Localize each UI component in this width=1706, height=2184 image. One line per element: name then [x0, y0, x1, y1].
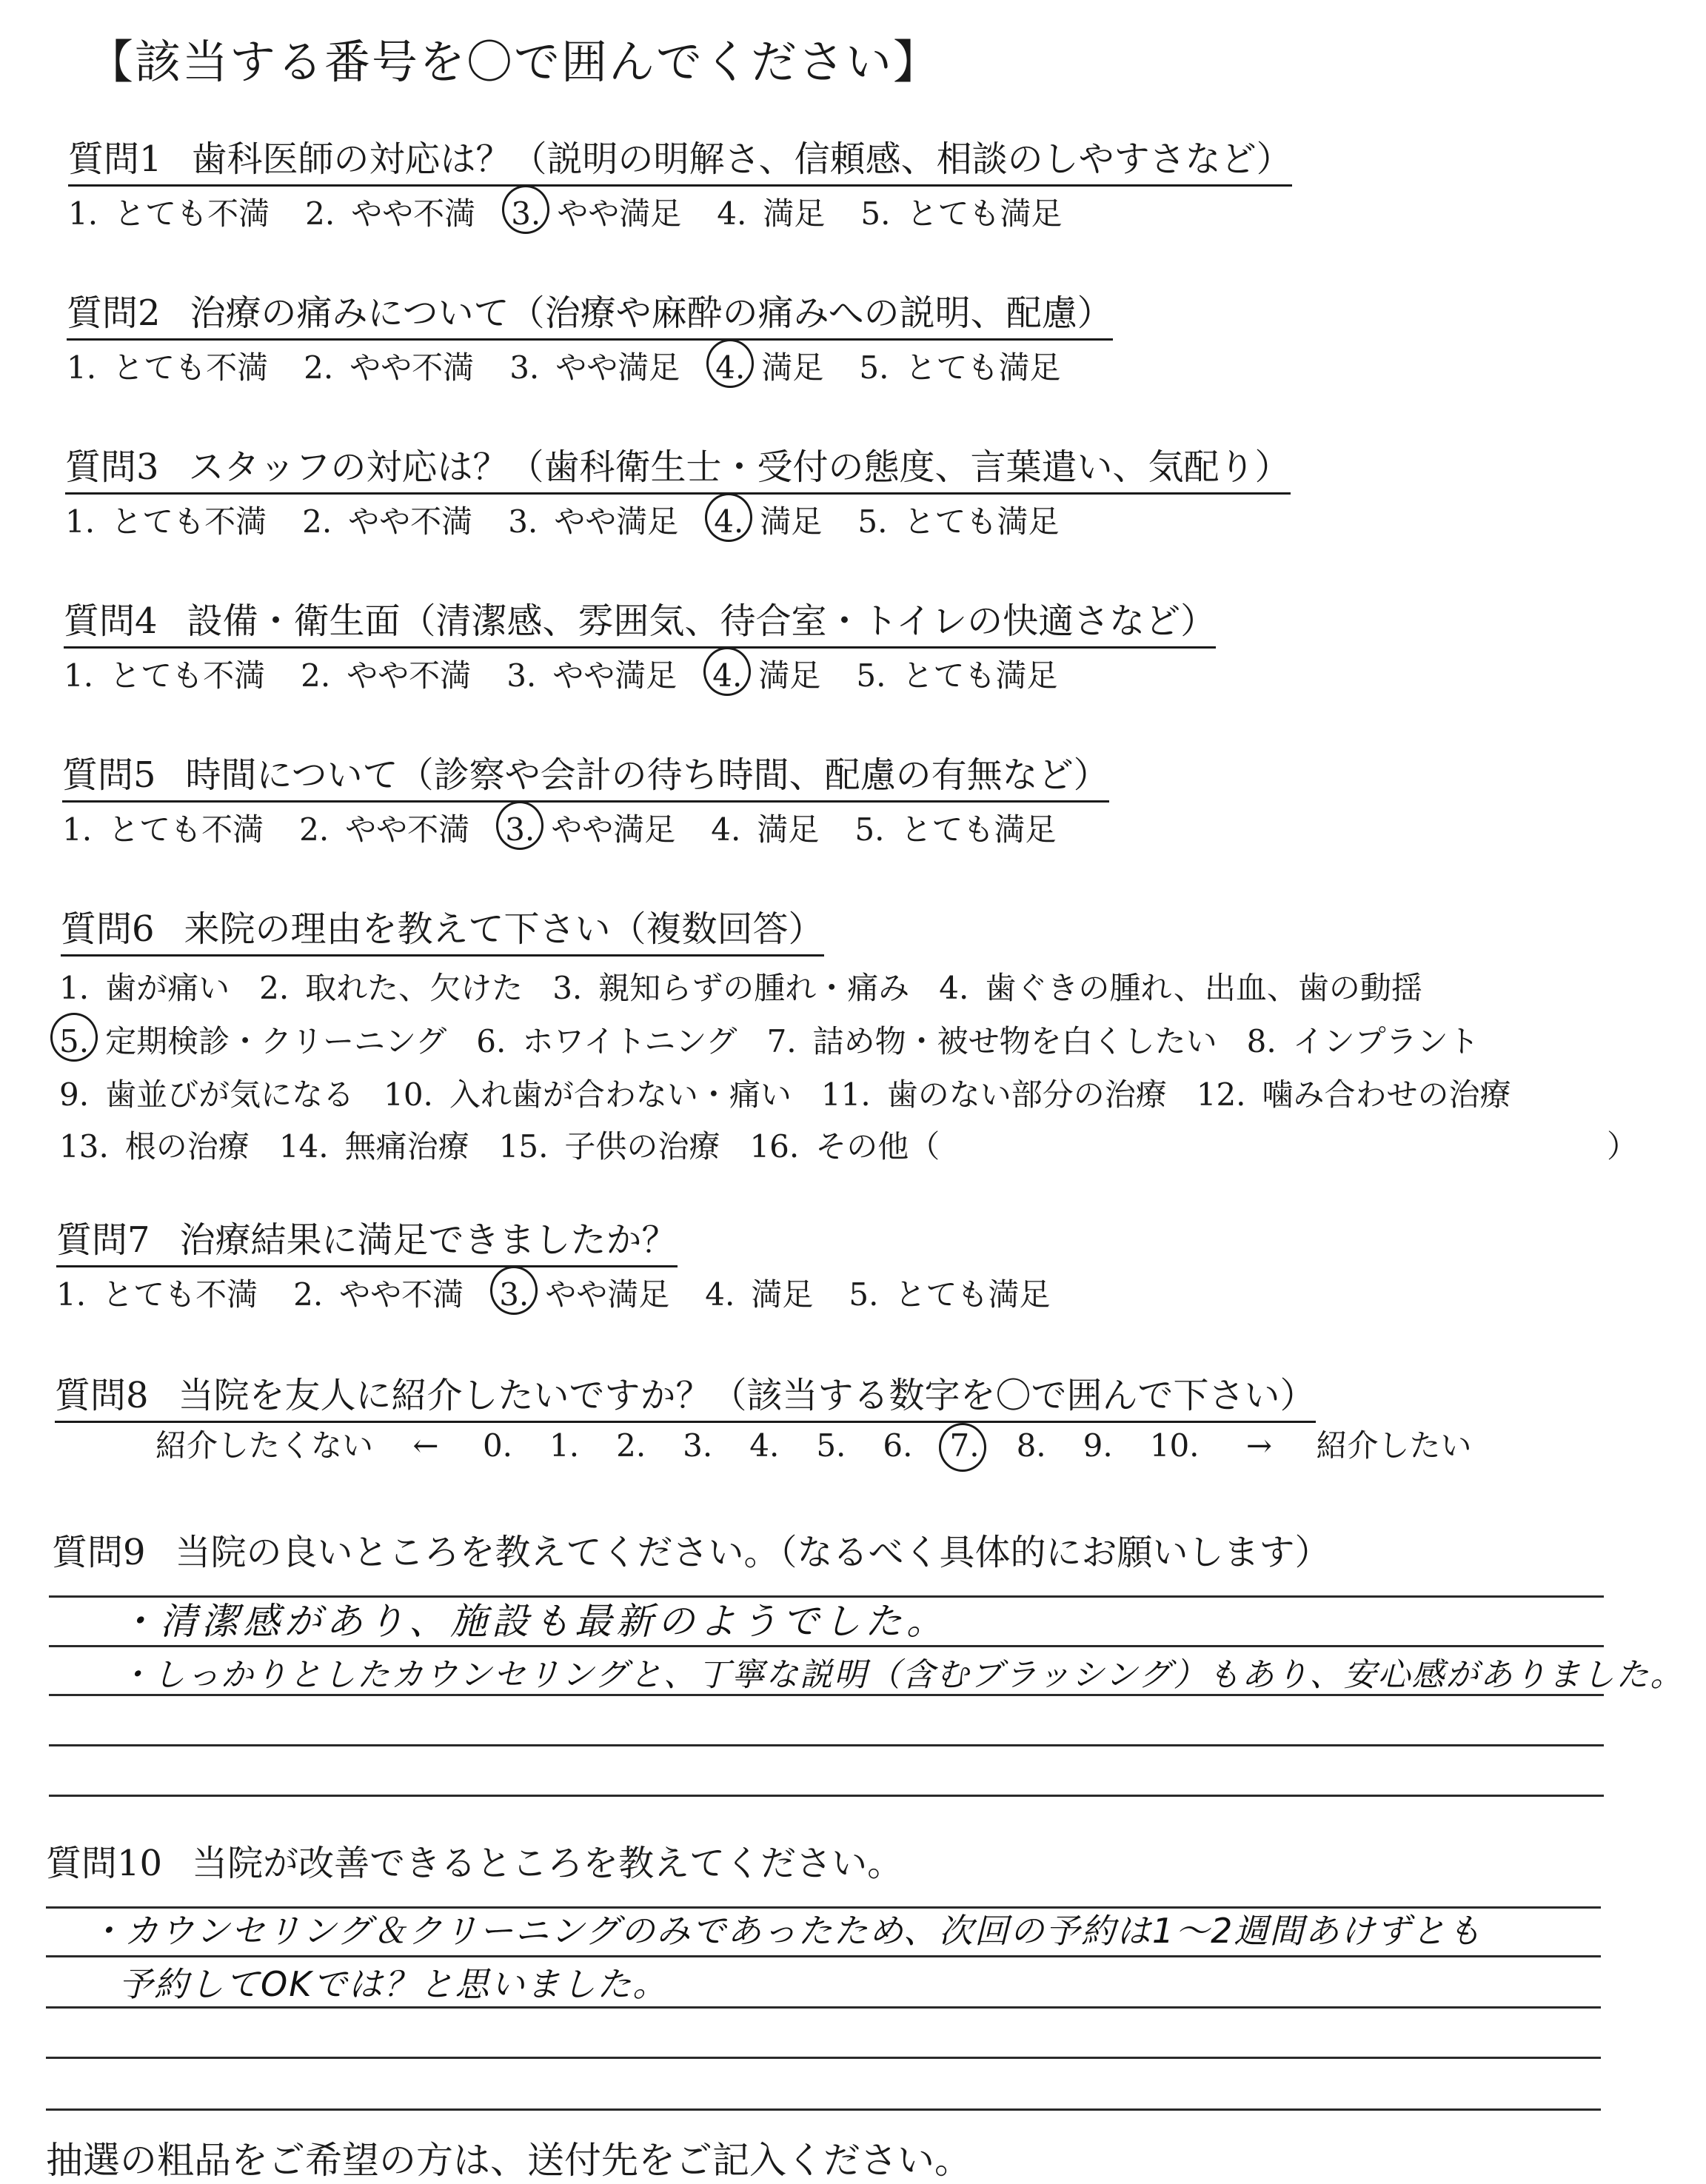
q6-option-16-label: その他（ — [815, 1128, 940, 1165]
q2-options — [67, 344, 1096, 388]
q3-option-1-label: とても不満 — [111, 503, 267, 540]
q8-score-0[interactable] — [483, 1427, 512, 1464]
q8-left-label: 紹介したくない — [155, 1427, 374, 1464]
q10-handwritten-1: ・カウンセリング＆クリーニングのみであったため、次回の予約は1〜2週間あけずとも — [89, 1911, 1483, 1951]
q6-number: 質問6 — [61, 908, 155, 950]
q6-option-10-label: 入れ歯が合わない・痛い — [449, 1076, 792, 1113]
q6-option-8[interactable] — [1247, 1017, 1479, 1062]
q3-option-2-label: やや不満 — [348, 503, 473, 540]
q7-text: 治療結果に満足できましたか？ — [179, 1219, 678, 1261]
q6-option-4-number: 4. — [939, 970, 969, 1006]
q1-title — [68, 130, 1292, 187]
q9-handwritten-1: ・清潔感があり、施設も最新のようでした。 — [118, 1600, 948, 1643]
selected-circle-mark — [496, 801, 543, 850]
q4-title — [64, 592, 1216, 649]
q8-score-label: 10. — [1149, 1427, 1200, 1464]
q4-option-1[interactable] — [64, 651, 265, 696]
q3-option-2-number: 2. — [302, 503, 332, 540]
q6-row-1 — [59, 964, 1452, 1008]
selected-circle-mark — [703, 647, 751, 696]
q2-option-2-number: 2. — [304, 349, 334, 386]
q6-option-7-label: 詰め物・被せ物を白くしたい — [812, 1023, 1217, 1059]
q2-text: 治療の痛みについて（治療や麻酔の痛みへの説明、配慮） — [190, 292, 1113, 334]
q3-option-3[interactable] — [508, 498, 678, 542]
q6-option-2[interactable] — [259, 964, 523, 1008]
q5-option-4-label: 満足 — [757, 811, 820, 848]
q3-option-4-number: 4. — [714, 503, 744, 540]
q6-option-12-number: 12. — [1196, 1076, 1246, 1113]
q7-number: 質問7 — [56, 1219, 150, 1261]
q8-score-label: 8. — [1016, 1427, 1046, 1464]
q7-option-3[interactable] — [499, 1270, 669, 1315]
q4-option-4[interactable] — [712, 651, 820, 696]
q4-option-3-label: やや満足 — [552, 657, 678, 694]
q4-option-4-number: 4. — [712, 657, 743, 694]
q6-option-1-number: 1. — [59, 970, 90, 1006]
selected-circle-mark — [50, 1013, 98, 1062]
q8-score-5[interactable] — [816, 1427, 846, 1464]
q5-options — [62, 805, 1091, 850]
q2-option-1[interactable] — [67, 344, 268, 388]
q7-option-1-label: とても不満 — [102, 1276, 258, 1313]
q6-row-4 — [59, 1122, 969, 1167]
q6-option-10[interactable] — [384, 1071, 792, 1115]
q7-option-5-number: 5. — [849, 1276, 879, 1313]
q2-number: 質問2 — [67, 292, 161, 334]
q6-option-7[interactable] — [767, 1017, 1217, 1062]
q4-option-5-label: とても満足 — [902, 657, 1058, 694]
q1-option-4-number: 4. — [717, 195, 747, 232]
right-arrow-icon: → — [1245, 1427, 1273, 1464]
q3-option-5[interactable] — [857, 498, 1059, 542]
q6-option-16-number: 16. — [749, 1128, 800, 1165]
q7-option-3-label: やや満足 — [545, 1276, 670, 1313]
q6-option-11-number: 11. — [820, 1076, 871, 1113]
q6-option-15[interactable] — [499, 1122, 720, 1167]
q8-score-label: 9. — [1083, 1427, 1113, 1464]
q6-option-15-label: 子供の治療 — [564, 1128, 720, 1165]
q6-option-7-number: 7. — [766, 1023, 797, 1059]
q2-option-1-label: とても不満 — [113, 349, 269, 386]
q8-scale — [155, 1421, 1471, 1466]
q3-number: 質問3 — [65, 446, 159, 488]
q5-option-5-number: 5. — [854, 811, 885, 848]
q6-option-5[interactable] — [59, 1017, 446, 1062]
q1-text: 歯科医師の対応は？（説明の明解さ、信頼感、相談のしやすさなど） — [191, 138, 1292, 180]
q6-option-12[interactable] — [1197, 1071, 1511, 1115]
q8-score-label: 1. — [549, 1427, 580, 1464]
q5-option-1-label: とても不満 — [108, 811, 264, 848]
q9-number: 質問9 — [52, 1532, 146, 1573]
q1-option-3[interactable] — [511, 190, 681, 234]
q1-option-5[interactable] — [860, 190, 1062, 234]
q2-option-3-number: 3. — [509, 349, 540, 386]
q3-option-5-number: 5. — [857, 503, 888, 540]
q6-option-14[interactable] — [279, 1122, 469, 1167]
q8-title — [55, 1367, 1316, 1423]
q1-option-1-label: とても不満 — [114, 195, 270, 232]
q2-option-3[interactable] — [509, 344, 680, 388]
q3-option-5-label: とても満足 — [903, 503, 1060, 540]
q7-option-3-number: 3. — [499, 1276, 529, 1313]
q8-score-label: 6. — [883, 1427, 913, 1464]
q10-number: 質問10 — [46, 1843, 163, 1884]
q6-option-9-number: 9. — [59, 1076, 90, 1113]
q7-option-2[interactable] — [293, 1270, 464, 1315]
q6-option-12-label: 噛み合わせの治療 — [1262, 1076, 1511, 1113]
q3-option-2[interactable] — [302, 498, 472, 542]
q7-option-4-label: 満足 — [751, 1276, 814, 1313]
q1-option-3-label: やや満足 — [557, 195, 682, 232]
q8-score-6[interactable] — [883, 1427, 912, 1464]
q8-score-7[interactable] — [949, 1427, 979, 1464]
q6-option-6-label: ホワイトニング — [522, 1023, 737, 1059]
q6-option-4[interactable] — [939, 964, 1422, 1008]
q7-option-2-label: やや不満 — [339, 1276, 464, 1313]
q6-row-2 — [59, 1017, 1509, 1062]
q6-text: 来院の理由を教えて下さい（複数回答） — [184, 908, 824, 950]
q7-option-1-number: 1. — [56, 1276, 87, 1313]
q9-answer-line-2 — [49, 1645, 1604, 1647]
q3-option-1[interactable] — [65, 498, 267, 542]
q8-score-8[interactable] — [1017, 1427, 1046, 1464]
q6-option-8-label: インプラント — [1292, 1023, 1479, 1059]
q8-score-label: 4. — [749, 1427, 780, 1464]
q4-option-2-label: やや不満 — [347, 657, 472, 694]
left-arrow-icon: ← — [412, 1427, 439, 1464]
q6-option-15-number: 15. — [498, 1128, 549, 1165]
q2-title — [67, 284, 1113, 341]
q9-handwritten-2: ・しっかりとしたカウンセリングと、丁寧な説明（含むブラッシング）もあり、安心感がありました。 — [118, 1656, 1685, 1694]
q5-option-2-label: やや不満 — [345, 811, 470, 848]
q7-option-2-number: 2. — [293, 1276, 324, 1313]
q6-option-3-label: 親知らずの腫れ・痛み — [598, 970, 910, 1006]
q7-option-4[interactable] — [705, 1270, 813, 1315]
q2-option-2-label: やや不満 — [349, 349, 475, 386]
q1-option-4-label: 満足 — [763, 195, 826, 232]
q8-score-9[interactable] — [1083, 1427, 1113, 1464]
q3-option-3-label: やや満足 — [554, 503, 679, 540]
q7-option-1[interactable] — [56, 1270, 258, 1315]
q8-score-label: 0. — [482, 1427, 513, 1464]
q10-answer-line-4 — [46, 2057, 1601, 2059]
q5-option-1[interactable] — [62, 805, 264, 850]
q6-option-9[interactable] — [59, 1071, 354, 1115]
q4-text: 設備・衛生面（清潔感、雰囲気、待合室・トイレの快適さなど） — [187, 600, 1217, 642]
q8-score-label: 2. — [616, 1427, 646, 1464]
q1-option-5-label: とても満足 — [906, 195, 1063, 232]
q10-answer-line-5 — [46, 2108, 1601, 2111]
q6-option-13-label: 根の治療 — [124, 1128, 250, 1165]
q2-option-4-label: 満足 — [761, 349, 824, 386]
instruction-heading: 【該当する番号を〇で囲んでください】 — [87, 35, 941, 89]
selected-circle-mark — [502, 185, 549, 234]
q5-text: 時間について（診察や会計の待ち時間、配慮の有無など） — [185, 754, 1109, 796]
q5-option-3-label: やや満足 — [551, 811, 676, 848]
selected-circle-mark — [706, 339, 754, 388]
q6-option-11[interactable] — [821, 1071, 1167, 1115]
q2-option-5-number: 5. — [859, 349, 889, 386]
q8-score-label: 7. — [949, 1427, 980, 1464]
q6-option-5-label: 定期検診・クリーニング — [105, 1023, 447, 1059]
q4-options — [64, 651, 1093, 696]
q8-right-label: 紹介したい — [1316, 1427, 1472, 1464]
q3-option-1-number: 1. — [65, 503, 96, 540]
q2-option-5-label: とても満足 — [905, 349, 1061, 386]
q2-option-2[interactable] — [304, 344, 474, 388]
q1-option-2[interactable] — [305, 190, 475, 234]
q7-option-5-label: とても満足 — [894, 1276, 1051, 1313]
q4-option-3-number: 3. — [506, 657, 537, 694]
q4-option-4-label: 満足 — [758, 657, 821, 694]
selected-circle-mark — [490, 1266, 538, 1315]
q8-number: 質問8 — [55, 1375, 149, 1416]
q6-option-2-number: 2. — [259, 970, 290, 1006]
q8-score-label: 5. — [816, 1427, 846, 1464]
q1-option-1[interactable] — [68, 190, 270, 234]
q8-score-10[interactable] — [1150, 1427, 1200, 1464]
q10-handwritten-2: 予約してOKでは？と思いました。 — [118, 1964, 669, 2004]
q6-row-3 — [59, 1071, 1541, 1115]
q6-option-16[interactable] — [749, 1122, 940, 1167]
q8-score-3[interactable] — [683, 1427, 712, 1464]
q8-score-label: 3. — [683, 1427, 713, 1464]
q1-options — [68, 190, 1097, 234]
q2-option-3-label: やや満足 — [555, 349, 680, 386]
q6-option-5-number: 5. — [59, 1023, 90, 1059]
q2-option-4-number: 4. — [715, 349, 746, 386]
q3-option-3-number: 3. — [508, 503, 538, 540]
q3-option-4[interactable] — [714, 498, 822, 542]
q1-option-2-number: 2. — [305, 195, 335, 232]
q3-options — [65, 498, 1094, 542]
q6-option-10-number: 10. — [384, 1076, 433, 1113]
selected-circle-mark — [939, 1423, 986, 1472]
q6-option-14-label: 無痛治療 — [344, 1128, 469, 1165]
q2-option-1-number: 1. — [67, 349, 97, 386]
q1-option-3-number: 3. — [511, 195, 541, 232]
q6-option-13[interactable] — [59, 1122, 250, 1167]
q9-text: 当院の良いところを教えてください。（なるべく具体的にお願いします） — [175, 1532, 1331, 1573]
q7-options — [56, 1270, 1086, 1315]
q4-option-1-number: 1. — [64, 657, 94, 694]
q5-title — [62, 746, 1109, 803]
q5-option-3[interactable] — [505, 805, 675, 850]
q8-score-4[interactable] — [749, 1427, 779, 1464]
q6-option-11-label: 歯のない部分の治療 — [886, 1076, 1167, 1113]
q6-option-8-number: 8. — [1246, 1023, 1277, 1059]
q1-option-1-number: 1. — [68, 195, 98, 232]
q7-title — [56, 1211, 678, 1267]
q6-option-4-label: 歯ぐきの腫れ、出血、歯の動揺 — [985, 970, 1422, 1006]
q6-option-6-number: 6. — [476, 1023, 506, 1059]
q3-option-4-label: 満足 — [760, 503, 823, 540]
q6-title — [61, 900, 824, 957]
q10-title — [46, 1835, 903, 1889]
q5-option-4[interactable] — [711, 805, 819, 850]
q3-title — [65, 438, 1291, 495]
q7-option-4-number: 4. — [705, 1276, 735, 1313]
q5-option-2[interactable] — [299, 805, 469, 850]
q5-option-4-number: 4. — [711, 811, 741, 848]
q6-option-1-label: 歯が痛い — [105, 970, 230, 1006]
q4-option-5-number: 5. — [856, 657, 886, 694]
q9-answer-line-4 — [49, 1744, 1604, 1746]
q5-option-3-number: 3. — [505, 811, 535, 848]
q5-option-2-number: 2. — [299, 811, 330, 848]
q1-option-4[interactable] — [717, 190, 825, 234]
q5-number: 質問5 — [62, 754, 156, 796]
selected-circle-mark — [705, 493, 752, 542]
footer-text: 抽選の粗品をご希望の方は、送付先をご記入ください。 — [46, 2139, 971, 2182]
q6-option-2-label: 取れた、欠けた — [305, 970, 523, 1006]
q10-text: 当院が改善できるところを教えてください。 — [192, 1843, 903, 1884]
q2-option-5[interactable] — [859, 344, 1060, 388]
q6-option-9-label: 歯並びが気になる — [105, 1076, 355, 1113]
q1-option-2-label: やや不満 — [351, 195, 476, 232]
q7-option-5[interactable] — [849, 1270, 1050, 1315]
q9-title — [52, 1524, 1331, 1578]
q1-number: 質問1 — [68, 138, 162, 180]
q6-option-13-number: 13. — [59, 1128, 109, 1165]
q8-score-1[interactable] — [549, 1427, 579, 1464]
q4-number: 質問4 — [64, 600, 158, 642]
q8-score-2[interactable] — [616, 1427, 646, 1464]
q4-option-5[interactable] — [856, 651, 1057, 696]
q6-option-3[interactable] — [552, 964, 909, 1008]
q9-answer-line-5 — [49, 1795, 1604, 1797]
q3-text: スタッフの対応は？（歯科衛生士・受付の態度、言葉遣い、気配り） — [188, 446, 1291, 488]
q4-option-3[interactable] — [506, 651, 677, 696]
q2-option-4[interactable] — [715, 344, 823, 388]
q10-answer-line-3 — [46, 2006, 1601, 2009]
q5-option-5[interactable] — [854, 805, 1056, 850]
q4-option-2[interactable] — [301, 651, 471, 696]
q8-text: 当院を友人に紹介したいですか？（該当する数字を〇で囲んで下さい） — [178, 1375, 1316, 1416]
q6-option-14-number: 14. — [278, 1128, 329, 1165]
q5-option-1-number: 1. — [62, 811, 93, 848]
q8-numbers — [483, 1427, 1237, 1464]
q6-option-6[interactable] — [476, 1017, 737, 1062]
q5-option-5-label: とても満足 — [900, 811, 1057, 848]
q4-option-2-number: 2. — [301, 657, 331, 694]
q4-option-1-label: とても不満 — [110, 657, 266, 694]
q6-option-3-number: 3. — [552, 970, 583, 1006]
q6-other-close: ） — [1607, 1128, 1639, 1165]
q6-option-1[interactable] — [59, 964, 230, 1008]
q1-option-5-number: 5. — [860, 195, 891, 232]
